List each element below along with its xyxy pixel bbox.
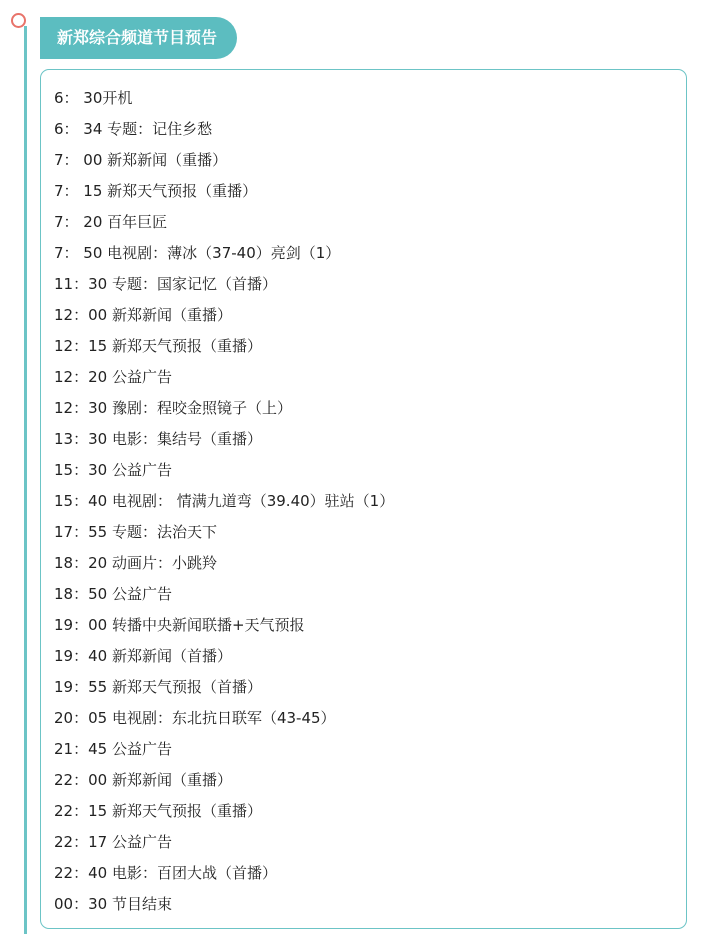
schedule-list (54, 83, 394, 920)
schedule-item: 12：00 新郑新闻（重播） (54, 306, 232, 324)
schedule-item: 22：00 新郑新闻（重播） (54, 771, 232, 789)
schedule-item: 18：50 公益广告 (54, 585, 172, 603)
schedule-box (40, 69, 687, 929)
schedule-item: 19：55 新郑天气预报（首播） (54, 678, 262, 696)
schedule-item: 7： 20 百年巨匠 (54, 213, 168, 231)
schedule-item: 22：40 电影：百团大战（首播） (54, 864, 277, 882)
schedule-item: 00：30 节目结束 (54, 895, 172, 913)
schedule-item: 18：20 动画片：小跳羚 (54, 554, 217, 572)
timeline-line (24, 26, 27, 934)
schedule-item: 12：20 公益广告 (54, 368, 172, 386)
schedule-item: 7： 50 电视剧：薄冰（37-40）亮剑（1） (54, 244, 341, 262)
schedule-item: 20：05 电视剧：东北抗日联军（43-45） (54, 709, 336, 727)
schedule-item: 7： 15 新郑天气预报（重播） (54, 182, 258, 200)
schedule-item: 11：30 专题：国家记忆（首播） (54, 275, 277, 293)
schedule-item: 19：40 新郑新闻（首播） (54, 647, 232, 665)
schedule-item: 15：40 电视剧： 情满九道弯（39.40）驻站（1） (54, 492, 395, 510)
timeline-dot-icon (11, 13, 26, 28)
schedule-item: 15：30 公益广告 (54, 461, 172, 479)
schedule-item: 6： 30开机 (54, 89, 133, 107)
schedule-item: 22：15 新郑天气预报（重播） (54, 802, 262, 820)
schedule-item: 6： 34 专题：记住乡愁 (54, 120, 213, 138)
schedule-item: 17：55 专题：法治天下 (54, 523, 217, 541)
schedule-item: 7： 00 新郑新闻（重播） (54, 151, 228, 169)
schedule-item: 21：45 公益广告 (54, 740, 172, 758)
schedule-item: 12：30 豫剧：程咬金照镜子（上） (54, 399, 292, 417)
schedule-item: 13：30 电影：集结号（重播） (54, 430, 262, 448)
schedule-item: 22：17 公益广告 (54, 833, 172, 851)
section-title: 新郑综合频道节目预告 (40, 17, 237, 59)
schedule-item: 12：15 新郑天气预报（重播） (54, 337, 262, 355)
schedule-item: 19：00 转播中央新闻联播+天气预报 (54, 616, 305, 634)
